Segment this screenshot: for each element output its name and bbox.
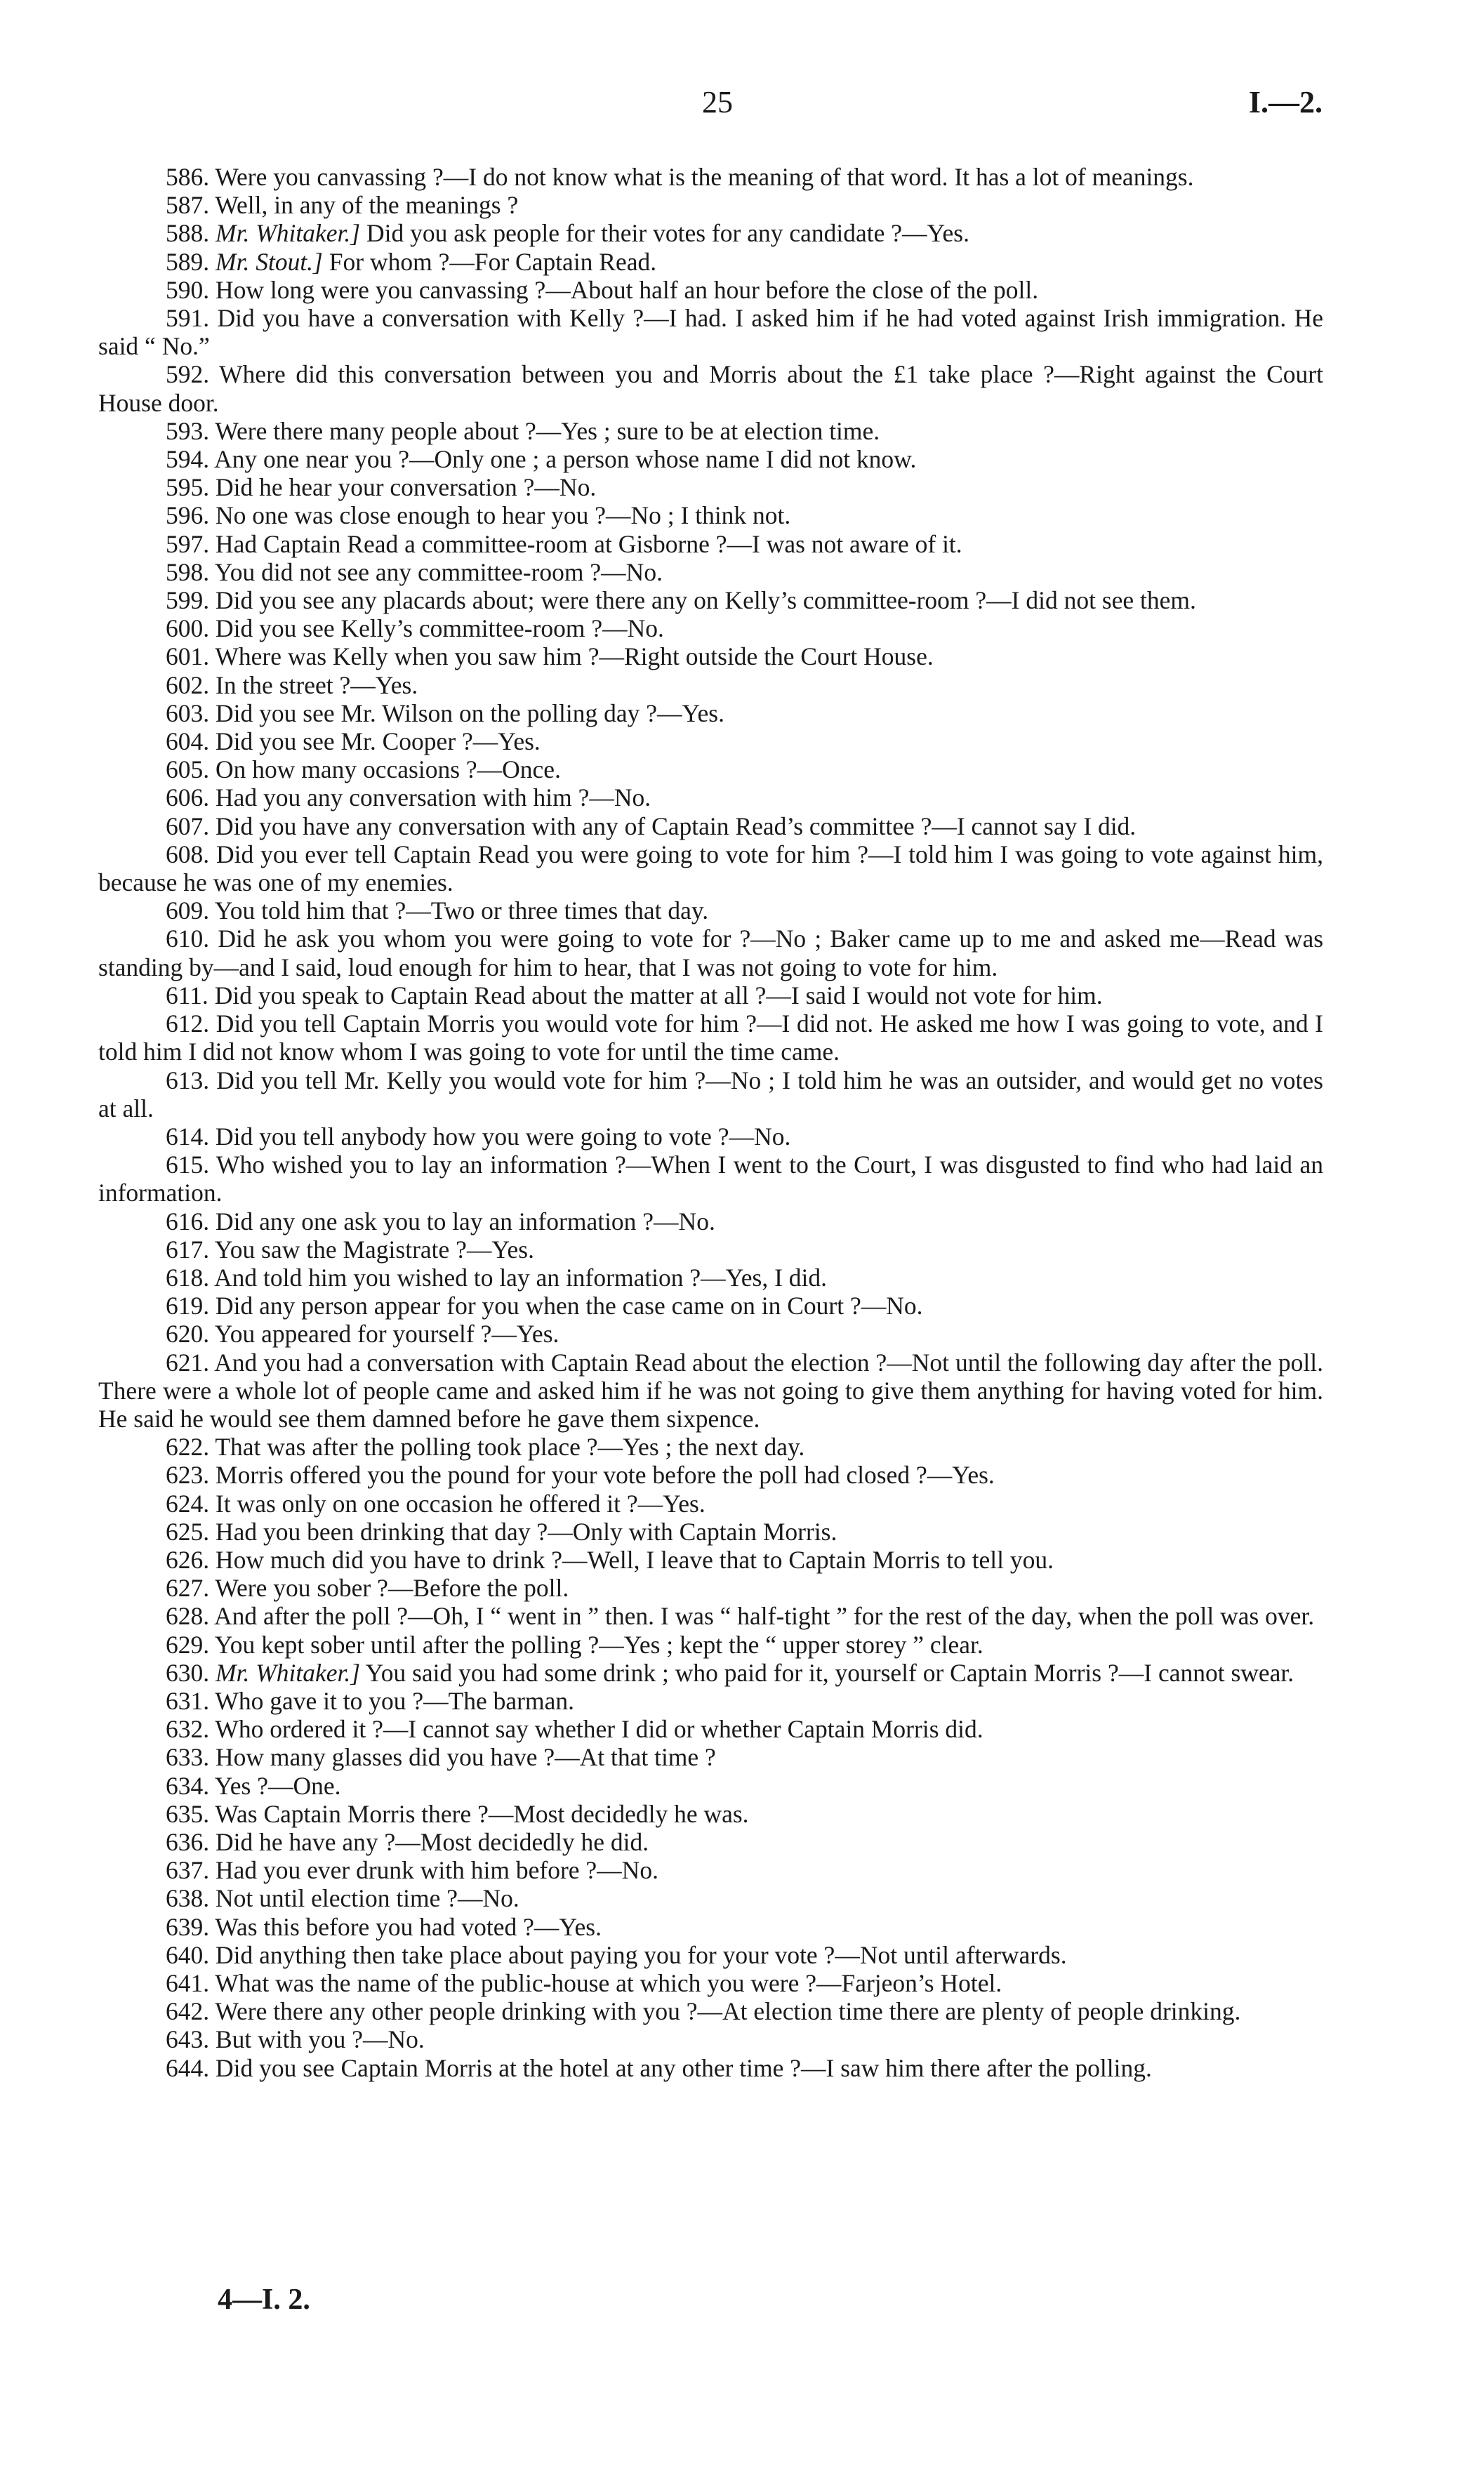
- testimony-entry: [98, 417, 1323, 445]
- testimony-entry: [98, 219, 1323, 247]
- testimony-entry: [98, 1320, 1323, 1348]
- question-answer-text: In the street ?—Yes.: [216, 670, 418, 699]
- question-number: 634.: [166, 1771, 210, 1800]
- testimony-entry: [98, 530, 1323, 558]
- testimony-entry: [98, 473, 1323, 501]
- testimony-entry: [98, 1461, 1323, 1489]
- document-reference: I.—2.: [1248, 85, 1323, 119]
- question-number: 593.: [166, 416, 210, 445]
- question-number: 603.: [166, 698, 210, 727]
- testimony-entry: [98, 1913, 1323, 1941]
- question-number: 642.: [166, 1997, 210, 2026]
- question-number: 625.: [166, 1517, 210, 1546]
- question-answer-text: Were there any other people drinking with you ?—At election time there are plenty of people drinking.: [215, 1997, 1241, 2026]
- question-answer-text: You did not see any committee-room ?—No.: [214, 557, 663, 586]
- question-number: 607.: [166, 811, 210, 840]
- question-number: 612.: [166, 1009, 210, 1038]
- question-number: 597.: [166, 529, 210, 558]
- question-number: 637.: [166, 1856, 210, 1885]
- question-number: 590.: [166, 275, 210, 304]
- question-number: 636.: [166, 1827, 210, 1856]
- question-answer-text: Who gave it to you ?—The barman.: [215, 1686, 574, 1715]
- question-answer-text: On how many occasions ?—Once.: [216, 755, 561, 784]
- question-number: 599.: [166, 586, 210, 615]
- testimony-entry: [98, 1743, 1323, 1771]
- question-answer-text: Did you tell Captain Morris you would vote for him ?—I did not. He asked me how I was going to vote, and I told him I did not know whom I was going to vote for until the time came.: [98, 1009, 1323, 1066]
- question-number: 640.: [166, 1940, 210, 1969]
- testimony-entry: [98, 1433, 1323, 1461]
- testimony-entry: [98, 1490, 1323, 1518]
- question-answer-text: Well, in any of the meanings ?: [215, 191, 519, 220]
- question-answer-text: Did you ask people for their votes for any candidate ?—Yes.: [360, 219, 969, 248]
- question-number: 605.: [166, 755, 210, 784]
- question-number: 641.: [166, 1969, 210, 1997]
- page-number: 25: [702, 85, 733, 119]
- question-number: 589.: [166, 247, 210, 276]
- testimony-entry: [98, 248, 1323, 276]
- question-number: 630.: [166, 1658, 210, 1687]
- question-answer-text: Had you been drinking that day ?—Only with Captain Morris.: [216, 1517, 837, 1546]
- question-number: 614.: [166, 1122, 210, 1151]
- testimony-entry: [98, 671, 1323, 699]
- testimony-entry: [98, 840, 1323, 896]
- testimony-entry: [98, 1772, 1323, 1800]
- question-number: 644.: [166, 2053, 210, 2082]
- testimony-body: [98, 163, 1323, 2082]
- question-answer-text: Was this before you had voted ?—Yes.: [215, 1912, 602, 1941]
- question-answer-text: Did you have any conversation with any of Captain Read’s committee ?—I cannot say I did.: [216, 811, 1137, 840]
- question-number: 594.: [166, 445, 210, 474]
- testimony-entry: [98, 783, 1323, 811]
- signature-mark: 4—I. 2.: [218, 2284, 310, 2316]
- testimony-entry: [98, 276, 1323, 304]
- testimony-entry: [98, 1884, 1323, 1912]
- question-number: 604.: [166, 727, 210, 756]
- question-answer-text: Did you see Kelly’s committee-room ?—No.: [216, 614, 664, 643]
- question-number: 627.: [166, 1574, 210, 1603]
- question-answer-text: Did you speak to Captain Read about the matter at all ?—I said I would not vote for him.: [214, 981, 1103, 1009]
- question-number: 592.: [166, 360, 210, 389]
- question-answer-text: Were you sober ?—Before the poll.: [215, 1574, 569, 1603]
- question-answer-text: Were there many people about ?—Yes ; sure to be at election time.: [215, 416, 880, 445]
- question-answer-text: Had you ever drunk with him before ?—No.: [216, 1856, 658, 1885]
- question-number: 616.: [166, 1207, 210, 1236]
- question-answer-text: Not until election time ?—No.: [216, 1884, 519, 1913]
- question-number: 595.: [166, 473, 210, 502]
- question-answer-text: Any one near you ?—Only one ; a person whose name I did not know.: [214, 445, 917, 474]
- testimony-entry: [98, 642, 1323, 670]
- question-number: 618.: [166, 1263, 210, 1292]
- question-answer-text: Yes ?—One.: [214, 1771, 341, 1800]
- question-number: 617.: [166, 1235, 210, 1264]
- question-answer-text: You appeared for yourself ?—Yes.: [214, 1320, 559, 1349]
- question-answer-text: Did you see Mr. Wilson on the polling day ?—Yes.: [216, 698, 724, 727]
- testimony-entry: [98, 1800, 1323, 1828]
- question-answer-text: How much did you have to drink ?—Well, I leave that to Captain Morris to tell you.: [216, 1545, 1054, 1574]
- question-number: 628.: [166, 1602, 210, 1631]
- question-answer-text: Did you see Captain Morris at the hotel at any other time ?—I saw him there after the polling.: [216, 2053, 1152, 2082]
- question-answer-text: You told him that ?—Two or three times that day.: [214, 896, 709, 925]
- question-answer-text: Did he have any ?—Most decidedly he did.: [216, 1827, 649, 1856]
- question-number: 586.: [166, 163, 210, 191]
- question-answer-text: Had you any conversation with him ?—No.: [216, 783, 651, 812]
- testimony-entry: [98, 727, 1323, 755]
- testimony-entry: [98, 699, 1323, 727]
- question-answer-text: But with you ?—No.: [216, 2025, 425, 2054]
- question-number: 638.: [166, 1884, 210, 1913]
- testimony-entry: [98, 360, 1323, 416]
- testimony-entry: [98, 614, 1323, 642]
- question-number: 639.: [166, 1912, 210, 1941]
- question-answer-text: How long were you canvassing ?—About half an hour before the close of the poll.: [216, 275, 1039, 304]
- testimony-entry: [98, 163, 1323, 191]
- question-number: 611.: [166, 981, 208, 1009]
- question-number: 631.: [166, 1686, 210, 1715]
- question-number: 587.: [166, 191, 210, 220]
- speaker-label: Mr. Stout.]: [216, 247, 323, 276]
- testimony-entry: [98, 1659, 1323, 1687]
- question-answer-text: Did anything then take place about paying you for your vote ?—Not until afterwards.: [216, 1940, 1067, 1969]
- question-answer-text: How many glasses did you have ?—At that time ?: [216, 1743, 716, 1772]
- testimony-entry: [98, 304, 1323, 360]
- question-answer-text: Where did this conversation between you and Morris about the £1 take place ?—Right against the Court House door.: [98, 360, 1323, 417]
- testimony-entry: [98, 191, 1323, 219]
- testimony-entry: [98, 1856, 1323, 1884]
- question-number: 588.: [166, 219, 210, 248]
- testimony-entry: [98, 1969, 1323, 1997]
- testimony-entry: [98, 1264, 1323, 1292]
- question-answer-text: Had Captain Read a committee-room at Gisborne ?—I was not aware of it.: [216, 529, 962, 558]
- question-answer-text: Was Captain Morris there ?—Most decidedly he was.: [215, 1799, 749, 1828]
- testimony-entry: [98, 1631, 1323, 1659]
- testimony-entry: [98, 812, 1323, 840]
- question-answer-text: Were you canvassing ?—I do not know what is the meaning of that word. It has a lot of meanings.: [215, 163, 1194, 191]
- page-header: [0, 84, 1484, 133]
- question-number: 633.: [166, 1743, 210, 1772]
- question-number: 613.: [166, 1066, 210, 1094]
- question-number: 600.: [166, 614, 210, 643]
- question-answer-text: Morris offered you the pound for your vote before the poll had closed ?—Yes.: [216, 1461, 995, 1490]
- question-answer-text: Did you see any placards about; were there any on Kelly’s committee-room ?—I did not see them.: [216, 586, 1196, 615]
- testimony-entry: [98, 1292, 1323, 1320]
- testimony-entry: [98, 925, 1323, 981]
- testimony-entry: [98, 1828, 1323, 1856]
- question-number: 623.: [166, 1461, 210, 1490]
- testimony-entry: [98, 1602, 1323, 1630]
- question-number: 619.: [166, 1292, 210, 1320]
- question-number: 606.: [166, 783, 210, 812]
- testimony-entry: [98, 1349, 1323, 1433]
- question-number: 608.: [166, 840, 210, 868]
- question-answer-text: And you had a conversation with Captain Read about the election ?—Not until the following day after the poll. There were a whole lot of people came and asked him if he was not going to give them anything for having voted for him. He said he would see them damned before he gave them sixpence.: [98, 1348, 1323, 1433]
- testimony-entry: [98, 1151, 1323, 1207]
- question-number: 629.: [166, 1630, 210, 1659]
- question-number: 596.: [166, 501, 210, 530]
- question-number: 591.: [166, 304, 210, 333]
- question-number: 610.: [166, 925, 210, 953]
- testimony-entry: [98, 2054, 1323, 2082]
- question-answer-text: And told him you wished to lay an information ?—Yes, I did.: [214, 1263, 828, 1292]
- question-number: 609.: [166, 896, 210, 925]
- testimony-entry: [98, 558, 1323, 586]
- question-answer-text: Did any one ask you to lay an information ?—No.: [216, 1207, 715, 1236]
- testimony-entry: [98, 1122, 1323, 1151]
- question-answer-text: Did you see Mr. Cooper ?—Yes.: [216, 727, 541, 756]
- question-answer-text: Who wished you to lay an information ?—When I went to the Court, I was disgusted to find who had laid an information.: [98, 1151, 1323, 1207]
- question-number: 602.: [166, 670, 210, 699]
- testimony-entry: [98, 1997, 1323, 2025]
- question-answer-text: Did any person appear for you when the case came on in Court ?—No.: [216, 1292, 923, 1320]
- testimony-entry: [98, 1009, 1323, 1066]
- question-number: 620.: [166, 1320, 210, 1349]
- question-answer-text: Did you ever tell Captain Read you were going to vote for him ?—I told him I was going to vote against him, because he was one of my enemies.: [98, 840, 1323, 897]
- question-number: 601.: [166, 642, 210, 671]
- speaker-label: Mr. Whitaker.]: [216, 219, 361, 248]
- speaker-label: Mr. Whitaker.]: [216, 1658, 361, 1687]
- question-number: 643.: [166, 2025, 210, 2054]
- testimony-entry: [98, 1941, 1323, 1969]
- question-number: 622.: [166, 1433, 210, 1462]
- question-number: 624.: [166, 1489, 210, 1518]
- question-answer-text: Did you tell Mr. Kelly you would vote for him ?—No ; I told him he was an outsider, and would get no votes at all.: [98, 1066, 1323, 1122]
- question-number: 632.: [166, 1715, 210, 1744]
- testimony-entry: [98, 896, 1323, 925]
- testimony-entry: [98, 1574, 1323, 1602]
- testimony-entry: [98, 2025, 1323, 2053]
- question-answer-text: Where was Kelly when you saw him ?—Right outside the Court House.: [215, 642, 934, 671]
- testimony-entry: [98, 1066, 1323, 1122]
- testimony-entry: [98, 501, 1323, 529]
- testimony-entry: [98, 1687, 1323, 1715]
- testimony-entry: [98, 981, 1323, 1009]
- testimony-entry: [98, 755, 1323, 783]
- testimony-entry: [98, 1207, 1323, 1236]
- question-answer-text: You kept sober until after the polling ?—Yes ; kept the “ upper storey ” clear.: [214, 1630, 983, 1659]
- testimony-entry: [98, 1236, 1323, 1264]
- question-answer-text: It was only on one occasion he offered it ?—Yes.: [216, 1489, 705, 1518]
- question-answer-text: And after the poll ?—Oh, I “ went in ” then. I was “ half-tight ” for the rest of the day, when the poll was over.: [214, 1602, 1315, 1631]
- testimony-entry: [98, 1518, 1323, 1546]
- question-answer-text: Did you have a conversation with Kelly ?—I had. I asked him if he had voted against Irish immigration. He said “ No.”: [98, 304, 1323, 361]
- testimony-entry: [98, 445, 1323, 473]
- question-answer-text: Did he ask you whom you were going to vote for ?—No ; Baker came up to me and asked me—Read was standing by—and I said, loud enough for him to hear, that I was not going to vote for him.: [98, 925, 1324, 981]
- question-answer-text: For whom ?—For Captain Read.: [322, 247, 657, 276]
- question-number: 598.: [166, 557, 210, 586]
- question-number: 621.: [166, 1348, 210, 1377]
- question-number: 615.: [166, 1151, 210, 1179]
- question-number: 626.: [166, 1545, 210, 1574]
- question-answer-text: What was the name of the public-house at which you were ?—Farjeon’s Hotel.: [215, 1969, 1002, 1997]
- testimony-entry: [98, 1546, 1323, 1574]
- question-answer-text: That was after the polling took place ?—Yes ; the next day.: [215, 1433, 805, 1462]
- question-number: 635.: [166, 1799, 210, 1828]
- question-answer-text: You saw the Magistrate ?—Yes.: [214, 1235, 534, 1264]
- question-answer-text: Who ordered it ?—I cannot say whether I did or whether Captain Morris did.: [215, 1715, 983, 1744]
- question-answer-text: Did he hear your conversation ?—No.: [216, 473, 597, 502]
- testimony-entry: [98, 586, 1323, 614]
- question-answer-text: You said you had some drink ; who paid for it, yourself or Captain Morris ?—I cannot swear.: [360, 1658, 1294, 1687]
- question-answer-text: Did you tell anybody how you were going to vote ?—No.: [216, 1122, 791, 1151]
- testimony-entry: [98, 1715, 1323, 1743]
- question-answer-text: No one was close enough to hear you ?—No ; I think not.: [216, 501, 791, 530]
